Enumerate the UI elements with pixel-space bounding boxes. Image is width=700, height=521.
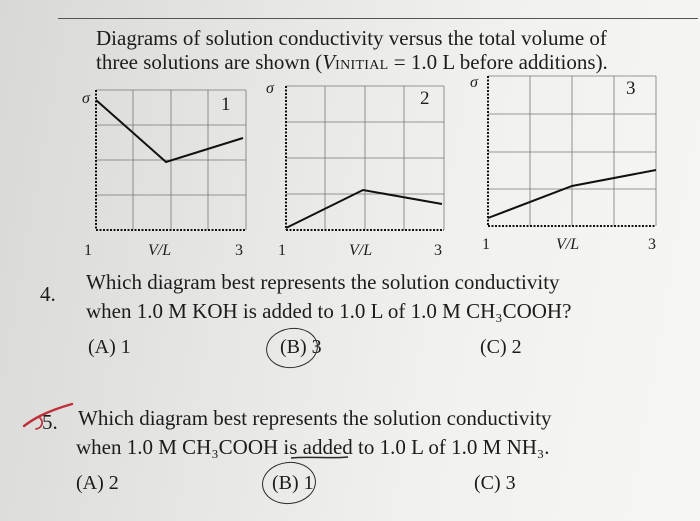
intro-text: three solutions are shown ( [96,50,323,74]
diagram-3-ylabel: σ [470,74,478,91]
diagram-3-number: 3 [626,78,636,99]
intro-line-1: Diagrams of solution conductivity versus the total volume of [96,26,607,50]
diagram-1-xlabel: V/L [148,242,172,259]
diagram-2-xlabel: V/L [349,242,373,259]
q5-line-2: when 1.0 M CH₃COOH is added to 1.0 L of 1.0 M NH₃. [76,435,550,459]
q5-underline [290,455,350,461]
diagram-2-xmax: 3 [434,242,442,259]
q5-choice-a[interactable]: (A) 2 [76,472,119,494]
diagram-2 [264,78,454,264]
intro-text-end: = 1.0 L before additions). [388,50,608,74]
intro-subscript: INITIAL [335,58,389,73]
q5-choice-b[interactable]: (B) 1 [272,472,314,494]
diagram-3-xlabel: V/L [556,236,580,253]
diagram-2-number: 2 [420,88,430,109]
q5-line-1: Which diagram best represents the solution conductivity [78,406,552,430]
q4-number: 4. [40,282,56,306]
diagram-3 [466,72,666,264]
diagram-2-xmin: 1 [278,242,286,259]
q4-choice-b[interactable]: (B) 3 [280,336,322,358]
diagram-1-xmin: 1 [84,242,92,259]
diagram-1 [80,84,250,264]
q4-line-2: when 1.0 M KOH is added to 1.0 L of 1.0 M CH₃COOH? [86,299,572,323]
q4-line-1: Which diagram best represents the solution conductivity [86,270,560,294]
diagram-3-xmax: 3 [648,236,656,253]
q4-choice-c[interactable]: (C) 2 [480,336,522,358]
diagram-2-curve [286,190,442,228]
q4-answer-circle [263,325,320,372]
q4-choice-a[interactable]: (A) 1 [88,336,131,358]
q5-number: 5. [42,410,58,434]
header-rule [58,18,698,19]
q5-choice-c[interactable]: (C) 3 [474,472,516,494]
q5-answer-circle [260,459,318,506]
diagram-2-ylabel: σ [266,80,274,97]
diagram-1-ylabel: σ [82,90,90,107]
diagram-1-number: 1 [221,94,231,115]
diagram-3-xmin: 1 [482,236,490,253]
intro-variable: V [322,50,336,74]
diagram-1-xmax: 3 [235,242,243,259]
